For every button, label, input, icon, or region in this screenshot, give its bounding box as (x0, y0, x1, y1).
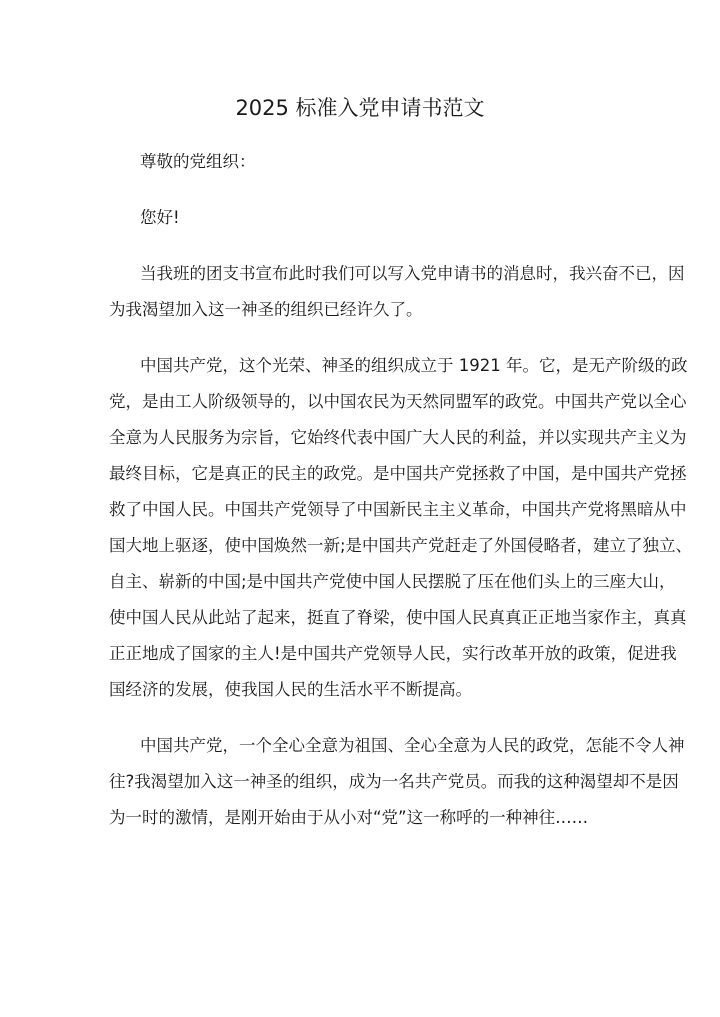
paragraph-line: 最终目标，它是真正的民主的政党。是中国共产党拯救了中国，是中国共产党拯 (109, 464, 687, 483)
document-title: 2025 标准入党申请书范文 (235, 96, 485, 120)
paragraph (109, 261, 685, 333)
paragraph-line: 自主、崭新的中国;是中国共产党使中国人民摆脱了压在他们头上的三座大山， (109, 572, 676, 591)
paragraph (109, 733, 685, 841)
paragraph-gap (109, 713, 611, 733)
paragraph-gap (109, 333, 611, 353)
paragraph-line: 中国共产党，这个光荣、神圣的组织成立于 1921 年。它，是无产阶级的政 (140, 356, 688, 375)
paragraphs (109, 261, 693, 841)
greeting: 您好! (140, 208, 180, 227)
paragraph-line: 国经济的发展，使我国人民的生活水平不断提高。 (109, 680, 472, 699)
paragraph-line: 当我班的团支书宣布此时我们可以写入党申请书的消息时，我兴奋不已，因 (140, 264, 685, 283)
paragraph-line: 使中国人民从此站了起来，挺直了脊梁，使中国人民真真正正地当家作主，真真 (109, 608, 687, 627)
paragraph-line: 正正地成了国家的主人!是中国共产党领导人民，实行改革开放的政策，促进我 (109, 644, 677, 663)
paragraph-line: 救了中国人民。中国共产党领导了中国新民主主义革命，中国共产党将黑暗从中 (109, 500, 687, 519)
paragraph-line: 为我渴望加入这一神圣的组织已经许久了。 (109, 300, 423, 319)
salutation: 尊敬的党组织： (140, 152, 256, 171)
paragraph-line: 为一时的激情，是刚开始由于从小对“党”这一称呼的一种神往…… (109, 808, 589, 827)
paragraph (109, 353, 693, 713)
document-body (109, 149, 693, 841)
paragraph-line: 国大地上驱逐，使中国焕然一新;是中国共产党赶走了外国侵略者，建立了独立、 (109, 536, 693, 555)
paragraph-line: 中国共产党，一个全心全意为祖国、全心全意为人民的政党，怎能不令人神 (140, 736, 685, 755)
paragraph-line: 全意为人民服务为宗旨，它始终代表中国广大人民的利益，并以实现共产主义为 (109, 428, 687, 447)
paragraph-line: 往?我渴望加入这一神圣的组织，成为一名共产党员。而我的这种渴望却不是因 (109, 772, 679, 791)
paragraph-line: 党，是由工人阶级领导的，以中国农民为天然同盟军的政党。中国共产党以全心 (109, 392, 687, 411)
